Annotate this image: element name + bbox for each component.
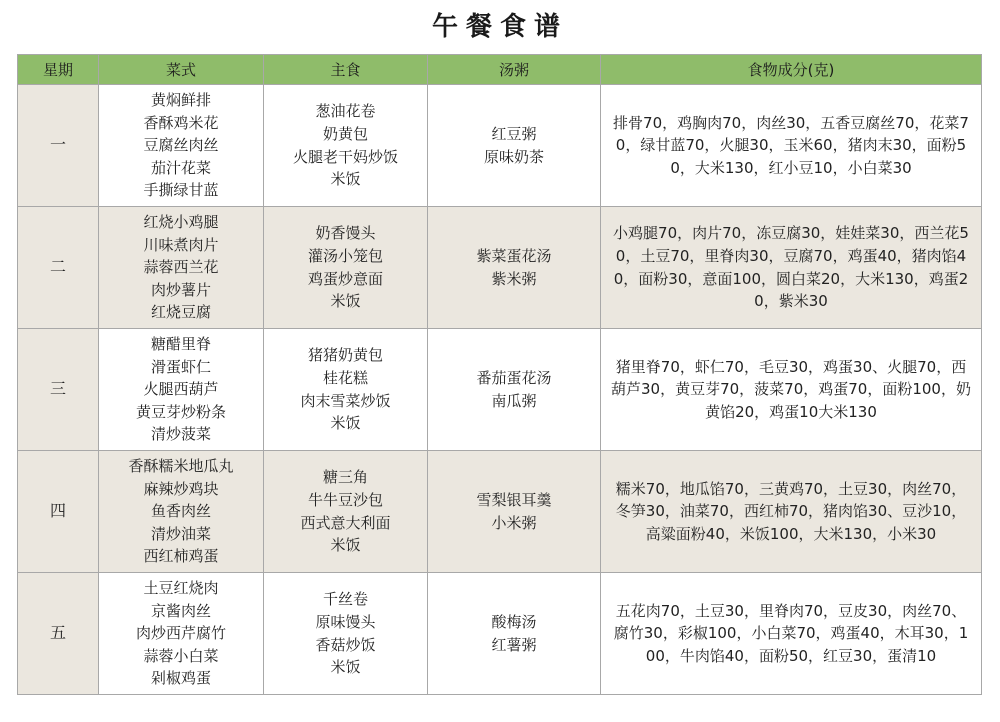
table-row: [18, 207, 982, 329]
dish-item: 麻辣炒鸡块: [143, 479, 219, 498]
dish-item: 黄豆芽炒粉条: [135, 402, 226, 421]
staple-item: 奶黄包: [322, 124, 368, 143]
dish-item: 茄汁花菜: [150, 158, 211, 177]
weekday-cell: 一: [18, 85, 99, 207]
weekday-cell: 四: [18, 451, 99, 573]
dishes-cell: [99, 573, 264, 695]
staple-item: 米饭: [330, 414, 361, 433]
dish-item: 鱼香肉丝: [150, 502, 211, 521]
header-staples: 主食: [264, 55, 428, 85]
staple-item: 糖三角: [322, 468, 368, 487]
dishes-cell: [99, 329, 264, 451]
dish-item: 火腿西葫芦: [143, 380, 219, 399]
staples-cell: [264, 329, 428, 451]
header-dishes: 菜式: [99, 55, 264, 85]
soups-cell: [428, 573, 601, 695]
dish-item: 糖醋里脊: [150, 335, 211, 354]
dish-item: 川味煮肉片: [143, 235, 219, 254]
staple-item: 桂花糕: [322, 368, 368, 387]
soup-item: 原味奶茶: [483, 147, 544, 166]
header-ingredients: 食物成分(克): [601, 55, 982, 85]
dish-item: 红烧豆腐: [150, 303, 211, 322]
header-weekday: 星期: [18, 55, 99, 85]
staple-item: 原味馒头: [315, 612, 376, 631]
ingredients-cell: [601, 573, 982, 695]
dishes-cell: [99, 207, 264, 329]
staples-cell: [264, 207, 428, 329]
table-row: [18, 451, 982, 573]
soup-item: 红豆粥: [491, 124, 537, 143]
dish-item: 香酥鸡米花: [143, 113, 219, 132]
staple-item: 米饭: [330, 658, 361, 677]
weekday-cell: 二: [18, 207, 99, 329]
dish-item: 清炒菠菜: [150, 425, 211, 444]
table-row: [18, 85, 982, 207]
staple-item: 米饭: [330, 536, 361, 555]
dish-item: 肉炒薯片: [150, 280, 211, 299]
staples-cell: [264, 451, 428, 573]
staples-cell: [264, 85, 428, 207]
staple-item: 肉末雪菜炒饭: [300, 391, 391, 410]
lunch-menu-table: [17, 54, 982, 695]
soup-item: 红薯粥: [491, 635, 537, 654]
page-title: 午餐食谱: [431, 12, 568, 42]
ingredients-text: 小鸡腿70，肉片70，冻豆腐30，娃娃菜30，西兰花50，土豆70，里脊肉30，豆腐70，鸡蛋40，猪肉馅40，面粉30，意面100，圆白菜20，大米130，鸡蛋20，紫米30: [613, 224, 969, 311]
dish-item: 滑蛋虾仁: [150, 357, 211, 376]
ingredients-cell: [601, 451, 982, 573]
weekday-cell: 五: [18, 573, 99, 695]
staple-item: 米饭: [330, 292, 361, 311]
dish-item: 豆腐丝肉丝: [143, 136, 219, 155]
dish-item: 蒜蓉小白菜: [143, 646, 219, 665]
soup-item: 紫菜蛋花汤: [476, 246, 552, 265]
table-header-row: [18, 55, 982, 85]
staple-item: 西式意大利面: [300, 513, 391, 532]
staple-item: 猪猪奶黄包: [307, 346, 383, 365]
staple-item: 火腿老干妈炒饭: [292, 147, 398, 166]
soups-cell: [428, 85, 601, 207]
weekday-cell: 三: [18, 329, 99, 451]
dishes-cell: [99, 451, 264, 573]
staples-cell: [264, 573, 428, 695]
header-soups: 汤粥: [428, 55, 601, 85]
ingredients-cell: [601, 207, 982, 329]
staple-item: 灌汤小笼包: [307, 246, 383, 265]
table-row: [18, 329, 982, 451]
dish-item: 手撕绿甘蓝: [143, 181, 219, 200]
ingredients-text: 五花肉70，土豆30，里脊肉70，豆皮30，肉丝70、腐竹30，彩椒100，小白菜70，鸡蛋40，木耳30，100，牛肉馅40，面粉50，红豆30，蛋清10: [613, 601, 969, 665]
staple-item: 葱油花卷: [315, 102, 376, 121]
staple-item: 香菇炒饭: [315, 635, 376, 654]
ingredients-cell: [601, 85, 982, 207]
dish-item: 蒜蓉西兰花: [143, 258, 219, 277]
soup-item: 紫米粥: [491, 269, 537, 288]
soup-item: 酸梅汤: [491, 612, 537, 631]
dishes-cell: [99, 85, 264, 207]
staple-item: 奶香馒头: [315, 224, 376, 243]
dish-item: 红烧小鸡腿: [143, 213, 219, 232]
staple-item: 牛牛豆沙包: [307, 490, 383, 509]
staple-item: 米饭: [330, 170, 361, 189]
dish-item: 肉炒西芹腐竹: [135, 624, 226, 643]
soups-cell: [428, 451, 601, 573]
dish-item: 黄焖鲜排: [150, 91, 211, 110]
soups-cell: [428, 329, 601, 451]
dish-item: 西红柿鸡蛋: [143, 547, 219, 566]
ingredients-text: 糯米70，地瓜馅70，三黄鸡70，土豆30，肉丝70，冬笋30，油菜70，西红柿70，猪肉馅30、豆沙10，高粱面粉40，米饭100，大米130，小米30: [615, 479, 967, 543]
dish-item: 香酥糯米地瓜丸: [128, 457, 234, 476]
soup-item: 番茄蛋花汤: [476, 368, 552, 387]
dish-item: 土豆红烧肉: [143, 579, 219, 598]
staple-item: 千丝卷: [322, 590, 368, 609]
staple-item: 鸡蛋炒意面: [307, 269, 383, 288]
table-row: [18, 573, 982, 695]
soup-item: 雪梨银耳羹: [476, 490, 552, 509]
soup-item: 南瓜粥: [491, 391, 537, 410]
dish-item: 清炒油菜: [150, 524, 211, 543]
dish-item: 剁椒鸡蛋: [150, 669, 211, 688]
soups-cell: [428, 207, 601, 329]
soup-item: 小米粥: [491, 513, 537, 532]
ingredients-text: 猪里脊70，虾仁70，毛豆30，鸡蛋30、火腿70，西葫芦30，黄豆芽70，菠菜70，鸡蛋70，面粉100，奶黄馅20，鸡蛋10大米130: [611, 357, 971, 421]
ingredients-text: 排骨70，鸡胸肉70，肉丝30，五香豆腐丝70，花菜70，绿甘蓝70，火腿30，玉米60，猪肉末30，面粉50，大米130，红小豆10，小白菜30: [613, 113, 969, 177]
dish-item: 京酱肉丝: [150, 601, 211, 620]
ingredients-cell: [601, 329, 982, 451]
